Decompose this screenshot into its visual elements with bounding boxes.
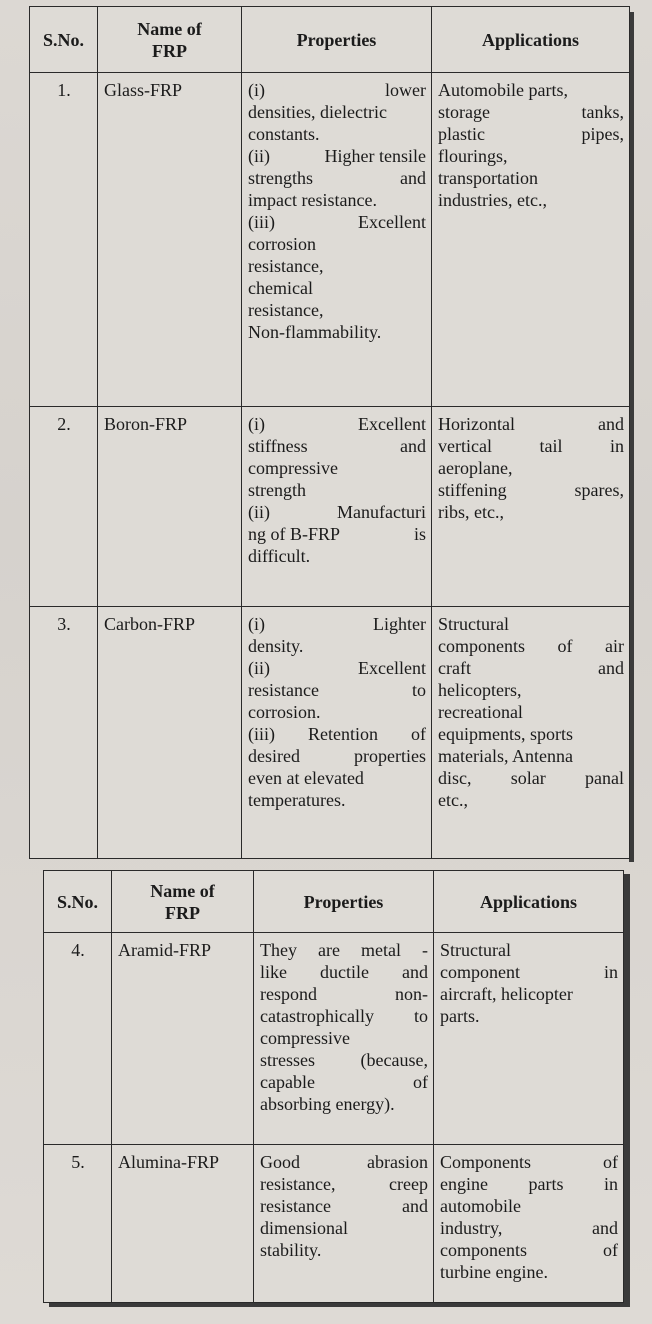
application-line: etc., [438,790,468,810]
property-line: stresses (because, [260,1050,428,1070]
row-properties [254,933,434,1145]
header-name-line1: Name of [150,880,215,901]
property-line: stability. [260,1240,322,1260]
property-line: ng of B-FRP is [248,524,426,544]
property-line: (i) Lighter [248,614,426,634]
frp-table-part-1 [29,6,630,859]
property-line: (ii) Higher tensile [248,146,426,166]
application-line: parts. [440,1006,480,1026]
application-line: recreational [438,702,523,722]
property-line: catastrophically to [260,1006,428,1026]
application-line: disc, solar panal [438,768,624,788]
row-applications [434,933,624,1145]
property-line: like ductile and [260,962,428,982]
table-row [30,73,630,407]
table-row [30,407,630,607]
property-line: dimensional [260,1218,348,1238]
table-row [30,607,630,859]
property-line: (ii) Excellent [248,658,426,678]
application-line: components of [440,1240,618,1260]
property-line: even at elevated [248,768,364,788]
property-line: (iii) Excellent [248,212,426,232]
application-line: turbine engine. [440,1262,548,1282]
header-properties: Properties [254,871,434,933]
table-row [44,933,624,1145]
header-name-line2: FRP [152,40,187,61]
application-line: industry, and [440,1218,618,1238]
application-line: Components of [440,1152,618,1172]
property-line: (ii) Manufacturi [248,502,426,522]
row-sno: 4. [44,933,112,1145]
application-line: plastic pipes, [438,124,624,144]
property-line: (i) lower [248,80,426,100]
property-line: resistance, creep [260,1174,428,1194]
header-name-line2: FRP [165,902,200,923]
application-line: craft and [438,658,624,678]
property-line: densities, dielectric [248,102,387,122]
property-line: (iii) Retention of [248,724,426,744]
header-applications: Applications [434,871,624,933]
property-line: difficult. [248,546,311,566]
row-properties [254,1145,434,1303]
property-line: resistance and [260,1196,428,1216]
application-line: equipments, sports [438,724,573,744]
application-line: Automobile parts, [438,80,568,100]
header-name-line1: Name of [137,18,202,39]
application-line: materials, Antenna [438,746,573,766]
application-line: component in [440,962,618,982]
application-line: flourings, [438,146,508,166]
application-line: aeroplane, [438,458,513,478]
row-applications [432,407,630,607]
row-frp-name: Aramid-FRP [112,933,254,1145]
row-properties [242,607,432,859]
property-line: Good abrasion [260,1152,428,1172]
application-line: transportation [438,168,538,188]
property-line: compressive [248,458,338,478]
application-line: vertical tail in [438,436,624,456]
property-line: corrosion [248,234,316,254]
property-line: constants. [248,124,320,144]
application-line: Structural [438,614,509,634]
row-applications [434,1145,624,1303]
row-frp-name: Alumina-FRP [112,1145,254,1303]
property-line: stiffness and [248,436,426,456]
property-line: respond non- [260,984,428,1004]
property-line: resistance, [248,256,324,276]
row-frp-name: Carbon-FRP [98,607,242,859]
property-line: corrosion. [248,702,321,722]
application-line: components of air [438,636,624,656]
row-properties [242,407,432,607]
property-line: impact resistance. [248,190,377,210]
application-line: Structural [440,940,511,960]
table-row [44,1145,624,1303]
header-name [112,871,254,933]
property-line: strength [248,480,306,500]
property-line: They are metal - [260,940,428,960]
property-line: chemical [248,278,313,298]
row-sno: 1. [30,73,98,407]
row-applications [432,73,630,407]
header-sno: S.No. [30,7,98,73]
application-line: ribs, etc., [438,502,504,522]
row-sno: 3. [30,607,98,859]
property-line: capable of [260,1072,428,1092]
property-line: compressive [260,1028,350,1048]
property-line: absorbing energy). [260,1094,395,1114]
application-line: helicopters, [438,680,522,700]
table-header-row [30,7,630,73]
application-line: engine parts in [440,1174,618,1194]
header-name [98,7,242,73]
table-header-row [44,871,624,933]
header-properties: Properties [242,7,432,73]
application-line: industries, etc., [438,190,547,210]
property-line: Non-flammability. [248,322,382,342]
application-line: automobile [440,1196,521,1216]
property-line: desired properties [248,746,426,766]
row-sno: 5. [44,1145,112,1303]
header-sno: S.No. [44,871,112,933]
row-applications [432,607,630,859]
application-line: stiffening spares, [438,480,624,500]
property-line: strengths and [248,168,426,188]
property-line: density. [248,636,304,656]
application-line: storage tanks, [438,102,624,122]
row-sno: 2. [30,407,98,607]
frp-table-part-2 [43,870,624,1303]
property-line: temperatures. [248,790,346,810]
header-applications: Applications [432,7,630,73]
application-line: aircraft, helicopter [440,984,573,1004]
row-properties [242,73,432,407]
property-line: resistance to [248,680,426,700]
row-frp-name: Glass-FRP [98,73,242,407]
property-line: (i) Excellent [248,414,426,434]
property-line: resistance, [248,300,324,320]
application-line: Horizontal and [438,414,624,434]
row-frp-name: Boron-FRP [98,407,242,607]
